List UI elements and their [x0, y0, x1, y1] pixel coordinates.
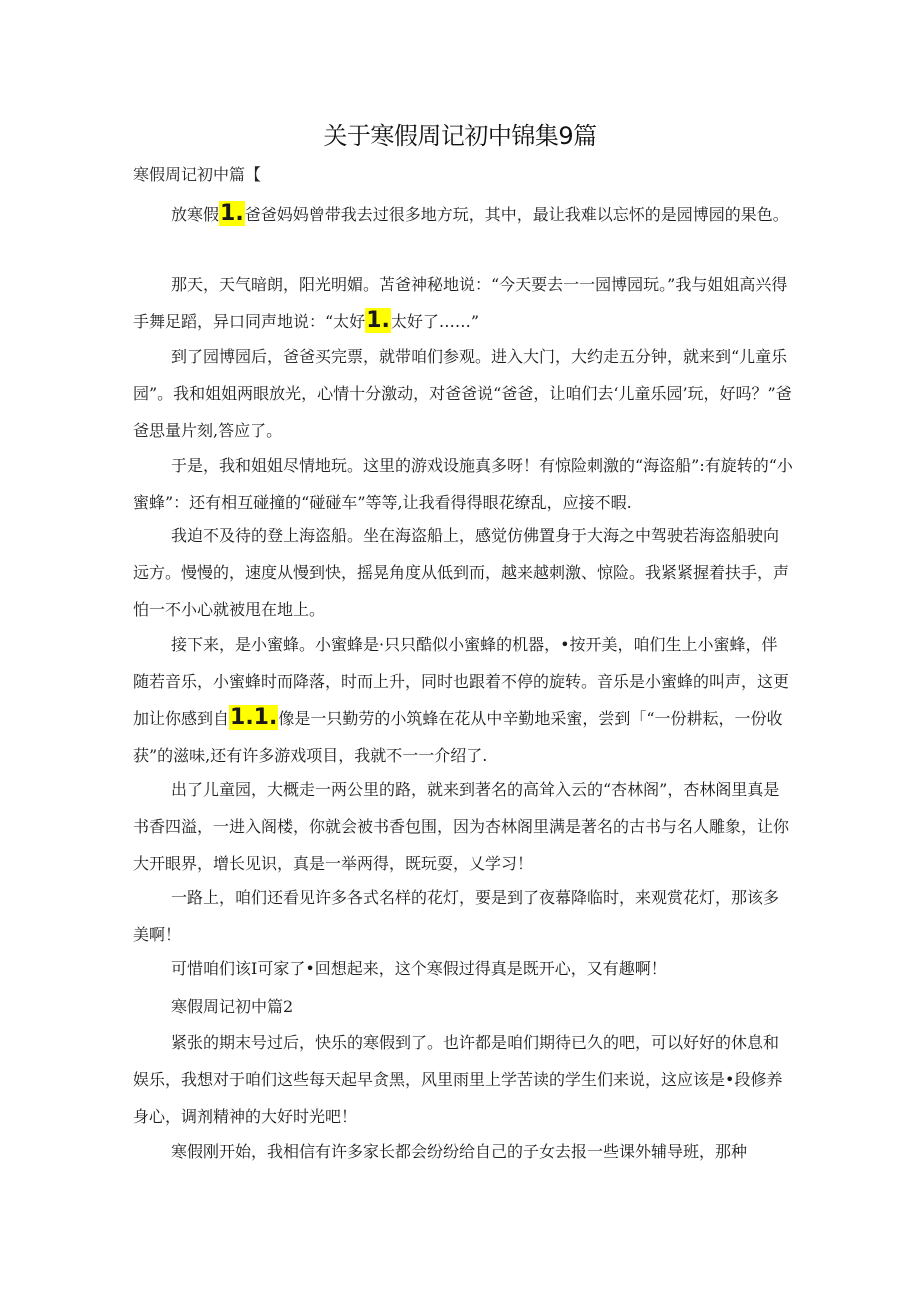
paragraph-3	[133, 338, 793, 449]
paragraph-8	[133, 879, 793, 953]
paragraph-7	[133, 771, 793, 882]
paragraph-text: 紧张的期末号过后，快乐的寒假到了。也许都是咱们期待已久的吧，可以好好的休息和娱乐，我想对于咱们这些每天起早贪黑，风里雨里上学苦读的学生们来说，这应该是•段修养身心，调剂精神的大好时光吧！	[133, 1033, 783, 1126]
section-heading-1: 寒假周记初中篇【	[133, 165, 262, 184]
paragraph-text: 到了园博园后，爸爸买完票，就带咱们参观。进入大门，大约走五分钟，就来到“儿童乐园”。我和姐姐两眼放光，心情十分激动，对爸爸说“爸爸，让咱们去‘儿童乐园’玩，好吗？”爸爸思量片刻,答应了。	[133, 347, 792, 440]
paragraph-text: 我迫不及待的登上海盗船。坐在海盗船上，感觉仿佛置身于大海之中驾驶若海盗船驶向远方。慢慢的，速度从慢到快，摇晃角度从低到而，越来越刺激、惊险。我紧紧握着扶手，声怕一不小心就被甩在地上。	[133, 526, 790, 619]
paragraph-text: 一路上，咱们还看见许多各式名样的花灯，要是到了夜幕降临时，来观赏花灯，那该多美啊！	[133, 888, 780, 944]
paragraph-text: 放寒假	[171, 205, 220, 224]
paragraph-2	[133, 266, 793, 340]
highlight-mark: 1.	[366, 308, 390, 333]
page-title: 关于寒假周记初中锦集9篇	[323, 122, 597, 150]
paragraph-4	[133, 447, 793, 521]
paragraph-11	[133, 1133, 793, 1170]
paragraph-1	[133, 196, 793, 233]
paragraph-text: 那天，天气暗朗，阳光明媚。苫爸神秘地说：“今天要去一一园博园玩。”我与姐姐高兴得手舞足蹈，异口同声地说：“太好	[133, 275, 788, 331]
paragraph-10	[133, 1024, 793, 1135]
paragraph-text: 寒假刚开始，我相信有许多家长都会纷纷给自己的子女去报一些课外辅导班，那种	[171, 1142, 748, 1161]
paragraph-text: 像是一只勤劳的小筑蜂在花从中辛勤地采蜜，尝到「“一份耕耘，一份收获”的滋味,还有许多游戏项目，我就不一一介绍了.	[133, 709, 783, 765]
paragraph-text: 爸爸妈妈曾带我去过很多地方玩，其中，最让我难以忘怀的是园博园的果色。	[244, 205, 789, 224]
paragraph-9	[133, 950, 793, 987]
highlight-mark: 1.1.	[230, 705, 278, 730]
paragraph-text: 于是，我和姐姐尽情地玩。这里的游戏设施真多呀！有惊险刺激的“海盗船”:有旋转的“小蜜蜂”：还有相互碰撞的“碰碰车”等等,让我看得得眼花缭乱，应接不暇.	[133, 456, 793, 512]
paragraph-6	[133, 626, 793, 774]
paragraph-text: 可惜咱们该I可家了•回想起来，这个寒假过得真是既开心，又有趣啊！	[171, 959, 667, 978]
paragraph-text: 出了儿童园，大概走一两公里的路，就来到著名的高耸入云的“杏林阁”，杏林阁里真是书香四溢，一进入阁楼，你就会被书香包围，因为杏林阁里满是著名的古书与名人雕象，让你大开眼界，增长见识，真是一举两得，既玩耍，乂学习！	[133, 780, 790, 873]
paragraph-5	[133, 517, 793, 628]
paragraph-text: 接下来，是小蜜蜂。小蜜蜂是·只只酷似小蜜蜂的机器，•按开美，咱们生上小蜜蜂，伴随若音乐，小蜜蜂时而降落，时而上升，同时也跟着不停的旋转。音乐是小蜜蜂的叫声，这更加让你感到自	[133, 635, 790, 728]
paragraph-text: 太好了……”	[390, 312, 480, 331]
highlight-mark: 1.	[220, 201, 244, 226]
section-heading-2: 寒假周记初中篇2	[171, 997, 294, 1016]
